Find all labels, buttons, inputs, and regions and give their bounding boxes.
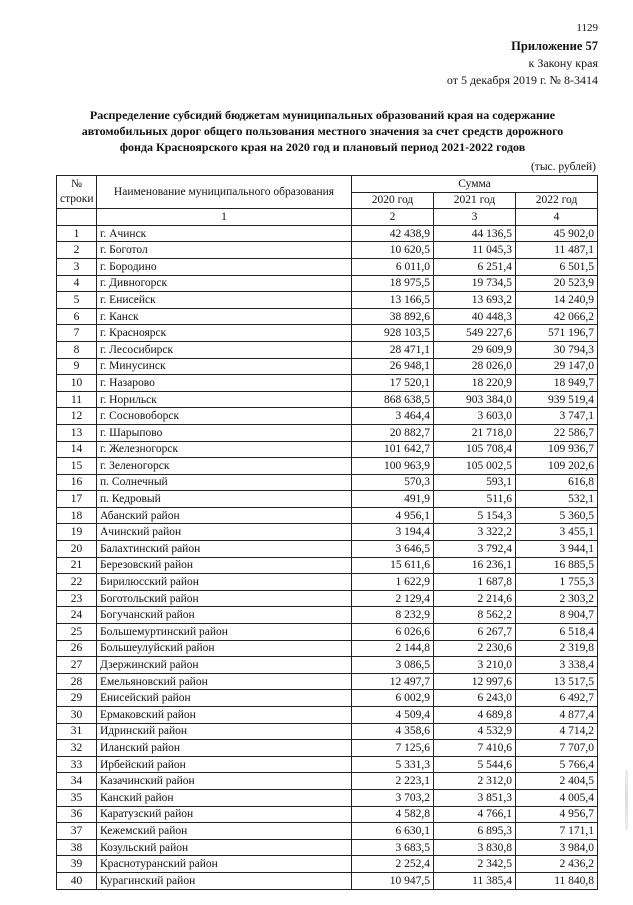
value-2021-cell: 105 708,4 [434, 441, 516, 458]
table-row [57, 424, 598, 441]
value-2022-cell: 30 794,3 [516, 341, 598, 358]
row-number-cell: 28 [57, 673, 97, 690]
value-2022-cell: 109 936,7 [516, 441, 598, 458]
value-2021-cell: 18 220,9 [434, 375, 516, 392]
municipality-cell: г. Зеленогорск [97, 458, 352, 475]
value-2021-cell: 3 830,8 [434, 839, 516, 856]
value-2021-cell: 5 154,3 [434, 507, 516, 524]
value-2021-cell: 105 002,5 [434, 458, 516, 475]
value-2022-cell: 4 005,4 [516, 789, 598, 806]
row-number-cell: 4 [57, 275, 97, 292]
row-number-cell: 27 [57, 657, 97, 674]
row-number-cell: 6 [57, 308, 97, 325]
value-2020-cell: 3 464,4 [352, 408, 434, 425]
value-2021-cell: 6 895,3 [434, 823, 516, 840]
municipality-cell: Березовский район [97, 557, 352, 574]
table-row [57, 292, 598, 309]
municipality-cell: Большеулуйский район [97, 640, 352, 657]
value-2022-cell: 14 240,9 [516, 292, 598, 309]
value-2020-cell: 2 129,4 [352, 590, 434, 607]
value-2021-cell: 13 693,2 [434, 292, 516, 309]
table-index-row [57, 209, 598, 226]
row-number-cell: 9 [57, 358, 97, 375]
value-2021-cell: 4 766,1 [434, 806, 516, 823]
row-number-cell: 37 [57, 823, 97, 840]
table-row [57, 823, 598, 840]
value-2022-cell: 18 949,7 [516, 375, 598, 392]
value-2020-cell: 3 086,5 [352, 657, 434, 674]
value-2020-cell: 18 975,5 [352, 275, 434, 292]
value-2022-cell: 22 586,7 [516, 424, 598, 441]
municipality-cell: Боготольский район [97, 590, 352, 607]
value-2022-cell: 8 904,7 [516, 607, 598, 624]
scan-artifact [625, 770, 628, 830]
value-2022-cell: 7 171,1 [516, 823, 598, 840]
value-2021-cell: 4 689,8 [434, 707, 516, 724]
municipality-cell: Иланский район [97, 740, 352, 757]
value-2022-cell: 2 319,8 [516, 640, 598, 657]
value-2021-cell: 2 230,6 [434, 640, 516, 657]
table-row [57, 740, 598, 757]
municipality-cell: п. Солнечный [97, 474, 352, 491]
value-2022-cell: 29 147,0 [516, 358, 598, 375]
value-2021-cell: 21 718,0 [434, 424, 516, 441]
table-row [57, 341, 598, 358]
table-row [57, 657, 598, 674]
value-2022-cell: 3 338,4 [516, 657, 598, 674]
row-number-cell: 5 [57, 292, 97, 309]
value-2020-cell: 17 520,1 [352, 375, 434, 392]
value-2021-cell: 19 734,5 [434, 275, 516, 292]
row-number-cell: 8 [57, 341, 97, 358]
row-number-cell: 25 [57, 624, 97, 641]
value-2021-cell: 2 342,5 [434, 856, 516, 873]
header-2021: 2021 год [434, 192, 516, 209]
value-2021-cell: 29 609,9 [434, 341, 516, 358]
value-2020-cell: 7 125,6 [352, 740, 434, 757]
value-2021-cell: 7 410,6 [434, 740, 516, 757]
value-2022-cell: 20 523,9 [516, 275, 598, 292]
table-row [57, 541, 598, 558]
law-reference: к Закону края [528, 56, 598, 70]
value-2021-cell: 2 214,6 [434, 590, 516, 607]
municipality-cell: Енисейский район [97, 690, 352, 707]
row-number-cell: 34 [57, 773, 97, 790]
municipality-cell: Краснотуранский район [97, 856, 352, 873]
value-2022-cell: 7 707,0 [516, 740, 598, 757]
municipality-cell: Богучанский район [97, 607, 352, 624]
value-2020-cell: 491,9 [352, 491, 434, 508]
row-number-cell: 40 [57, 872, 97, 889]
value-2020-cell: 6 011,0 [352, 258, 434, 275]
row-number-cell: 22 [57, 574, 97, 591]
value-2020-cell: 101 642,7 [352, 441, 434, 458]
table-row [57, 574, 598, 591]
value-2022-cell: 571 196,7 [516, 325, 598, 342]
table-row [57, 441, 598, 458]
table-row [57, 723, 598, 740]
value-2022-cell: 6 518,4 [516, 624, 598, 641]
value-2021-cell: 12 997,6 [434, 673, 516, 690]
value-2022-cell: 939 519,4 [516, 391, 598, 408]
municipality-cell: Курагинский район [97, 872, 352, 889]
table-body [57, 225, 598, 889]
municipality-cell: Кежемский район [97, 823, 352, 840]
header-municipality: Наименование муниципального образования [97, 176, 352, 209]
municipality-cell: Казачинский район [97, 773, 352, 790]
row-number-cell: 38 [57, 839, 97, 856]
table-header-row [57, 176, 598, 193]
value-2020-cell: 4 582,8 [352, 806, 434, 823]
municipality-cell: Емельяновский район [97, 673, 352, 690]
value-2020-cell: 1 622,9 [352, 574, 434, 591]
header-sum: Сумма [352, 176, 598, 193]
value-2020-cell: 15 611,6 [352, 557, 434, 574]
value-2022-cell: 2 436,2 [516, 856, 598, 873]
table-row [57, 507, 598, 524]
row-number-cell: 35 [57, 789, 97, 806]
value-2021-cell: 3 210,0 [434, 657, 516, 674]
municipality-cell: п. Кедровый [97, 491, 352, 508]
value-2022-cell: 4 956,7 [516, 806, 598, 823]
row-number-cell: 36 [57, 806, 97, 823]
value-2020-cell: 4 956,1 [352, 507, 434, 524]
title-line-3: фонда Красноярского края на 2020 год и плановый период 2021-2022 годов [119, 140, 526, 154]
value-2022-cell: 6 501,5 [516, 258, 598, 275]
value-2020-cell: 2 144,8 [352, 640, 434, 657]
value-2022-cell: 1 755,3 [516, 574, 598, 591]
value-2022-cell: 11 487,1 [516, 242, 598, 259]
value-2020-cell: 4 358,6 [352, 723, 434, 740]
municipality-cell: г. Сосновоборск [97, 408, 352, 425]
municipality-cell: Дзержинский район [97, 657, 352, 674]
table-row [57, 806, 598, 823]
table-row [57, 872, 598, 889]
value-2021-cell: 28 026,0 [434, 358, 516, 375]
table-row [57, 358, 598, 375]
row-number-cell: 15 [57, 458, 97, 475]
municipality-cell: Абанский район [97, 507, 352, 524]
value-2022-cell: 3 984,0 [516, 839, 598, 856]
municipality-cell: Ермаковский район [97, 707, 352, 724]
row-number-cell: 20 [57, 541, 97, 558]
value-2021-cell: 8 562,2 [434, 607, 516, 624]
row-number-cell: 31 [57, 723, 97, 740]
value-2022-cell: 3 455,1 [516, 524, 598, 541]
table-row [57, 624, 598, 641]
table-row [57, 524, 598, 541]
value-2022-cell: 4 877,4 [516, 707, 598, 724]
table-row [57, 673, 598, 690]
municipality-cell: г. Норильск [97, 391, 352, 408]
table-row [57, 707, 598, 724]
municipality-cell: г. Шарыпово [97, 424, 352, 441]
title-line-1: Распределение субсидий бюджетам муниципальных образований края на содержание [89, 108, 556, 122]
value-2020-cell: 2 252,4 [352, 856, 434, 873]
table-row [57, 474, 598, 491]
index-cell: 4 [516, 209, 598, 226]
row-number-cell: 11 [57, 391, 97, 408]
table-row [57, 391, 598, 408]
value-2021-cell: 3 322,2 [434, 524, 516, 541]
value-2022-cell: 6 492,7 [516, 690, 598, 707]
municipality-cell: г. Бородино [97, 258, 352, 275]
value-2020-cell: 6 002,9 [352, 690, 434, 707]
table-row [57, 773, 598, 790]
value-2020-cell: 26 948,1 [352, 358, 434, 375]
row-number-cell: 23 [57, 590, 97, 607]
row-number-cell: 12 [57, 408, 97, 425]
value-2020-cell: 10 620,5 [352, 242, 434, 259]
value-2021-cell: 593,1 [434, 474, 516, 491]
index-cell [57, 209, 97, 226]
value-2020-cell: 28 471,1 [352, 341, 434, 358]
municipality-cell: Балахтинский район [97, 541, 352, 558]
value-2020-cell: 100 963,9 [352, 458, 434, 475]
value-2020-cell: 3 194,4 [352, 524, 434, 541]
table-row [57, 275, 598, 292]
value-2020-cell: 12 497,7 [352, 673, 434, 690]
municipality-cell: г. Лесосибирск [97, 341, 352, 358]
value-2022-cell: 3 747,1 [516, 408, 598, 425]
municipality-cell: Большемуртинский район [97, 624, 352, 641]
table-row [57, 590, 598, 607]
value-2020-cell: 2 223,1 [352, 773, 434, 790]
value-2020-cell: 3 683,5 [352, 839, 434, 856]
value-2020-cell: 3 646,5 [352, 541, 434, 558]
municipality-cell: Ачинский район [97, 524, 352, 541]
value-2021-cell: 549 227,6 [434, 325, 516, 342]
value-2021-cell: 40 448,3 [434, 308, 516, 325]
table-row [57, 756, 598, 773]
value-2021-cell: 3 851,3 [434, 789, 516, 806]
table-row [57, 839, 598, 856]
value-2022-cell: 4 714,2 [516, 723, 598, 740]
value-2021-cell: 903 384,0 [434, 391, 516, 408]
row-number-cell: 2 [57, 242, 97, 259]
value-2021-cell: 4 532,9 [434, 723, 516, 740]
row-number-cell: 17 [57, 491, 97, 508]
value-2020-cell: 928 103,5 [352, 325, 434, 342]
row-number-cell: 32 [57, 740, 97, 757]
value-2022-cell: 45 902,0 [516, 225, 598, 242]
municipality-cell: г. Минусинск [97, 358, 352, 375]
municipality-cell: г. Канск [97, 308, 352, 325]
table-row [57, 607, 598, 624]
value-2021-cell: 3 792,4 [434, 541, 516, 558]
value-2022-cell: 42 066,2 [516, 308, 598, 325]
table-row [57, 225, 598, 242]
table-row [57, 325, 598, 342]
municipality-cell: г. Дивногорск [97, 275, 352, 292]
row-number-cell: 13 [57, 424, 97, 441]
value-2022-cell: 5 360,5 [516, 507, 598, 524]
header-2020: 2020 год [352, 192, 434, 209]
row-number-cell: 18 [57, 507, 97, 524]
value-2021-cell: 6 267,7 [434, 624, 516, 641]
municipality-cell: Козульский район [97, 839, 352, 856]
table-row [57, 258, 598, 275]
municipality-cell: Идринский район [97, 723, 352, 740]
row-number-cell: 26 [57, 640, 97, 657]
value-2022-cell: 2 303,2 [516, 590, 598, 607]
table-row [57, 458, 598, 475]
table-row [57, 856, 598, 873]
row-number-cell: 29 [57, 690, 97, 707]
value-2021-cell: 3 603,0 [434, 408, 516, 425]
value-2021-cell: 1 687,8 [434, 574, 516, 591]
value-2020-cell: 4 509,4 [352, 707, 434, 724]
table-row [57, 557, 598, 574]
value-2022-cell: 16 885,5 [516, 557, 598, 574]
municipality-cell: г. Железногорск [97, 441, 352, 458]
table-row [57, 375, 598, 392]
value-2021-cell: 11 385,4 [434, 872, 516, 889]
value-2020-cell: 5 331,3 [352, 756, 434, 773]
row-number-cell: 30 [57, 707, 97, 724]
table-row [57, 408, 598, 425]
value-2020-cell: 13 166,5 [352, 292, 434, 309]
value-2022-cell: 13 517,5 [516, 673, 598, 690]
table-row [57, 690, 598, 707]
row-number-cell: 14 [57, 441, 97, 458]
value-2020-cell: 8 232,9 [352, 607, 434, 624]
value-2020-cell: 42 438,9 [352, 225, 434, 242]
value-2020-cell: 868 638,5 [352, 391, 434, 408]
value-2022-cell: 616,8 [516, 474, 598, 491]
value-2020-cell: 3 703,2 [352, 789, 434, 806]
value-2020-cell: 6 630,1 [352, 823, 434, 840]
municipality-cell: г. Красноярск [97, 325, 352, 342]
municipality-cell: г. Ачинск [97, 225, 352, 242]
document-title [50, 107, 595, 155]
page-number: 1129 [576, 22, 598, 34]
value-2021-cell: 11 045,3 [434, 242, 516, 259]
law-date: от 5 декабря 2019 г. № 8-3414 [446, 73, 598, 87]
index-cell: 1 [97, 209, 352, 226]
municipality-cell: Бирилюсский район [97, 574, 352, 591]
municipality-cell: Канский район [97, 789, 352, 806]
value-2022-cell: 109 202,6 [516, 458, 598, 475]
value-2021-cell: 44 136,5 [434, 225, 516, 242]
header-row-number: № строки [57, 176, 97, 209]
row-number-cell: 1 [57, 225, 97, 242]
row-number-cell: 24 [57, 607, 97, 624]
row-number-cell: 33 [57, 756, 97, 773]
units-label: (тыс. рублей) [530, 161, 596, 173]
table-row [57, 491, 598, 508]
value-2021-cell: 2 312,0 [434, 773, 516, 790]
value-2020-cell: 6 026,6 [352, 624, 434, 641]
municipality-cell: Каратузский район [97, 806, 352, 823]
index-cell: 2 [352, 209, 434, 226]
table-row [57, 308, 598, 325]
municipality-cell: г. Назарово [97, 375, 352, 392]
row-number-cell: 7 [57, 325, 97, 342]
row-number-cell: 19 [57, 524, 97, 541]
value-2020-cell: 10 947,5 [352, 872, 434, 889]
value-2020-cell: 38 892,6 [352, 308, 434, 325]
table-row [57, 789, 598, 806]
value-2022-cell: 3 944,1 [516, 541, 598, 558]
value-2022-cell: 11 840,8 [516, 872, 598, 889]
table-row [57, 640, 598, 657]
value-2022-cell: 532,1 [516, 491, 598, 508]
row-number-cell: 3 [57, 258, 97, 275]
index-cell: 3 [434, 209, 516, 226]
municipality-cell: г. Боготол [97, 242, 352, 259]
row-number-cell: 39 [57, 856, 97, 873]
header-2022: 2022 год [516, 192, 598, 209]
value-2021-cell: 6 243,0 [434, 690, 516, 707]
value-2021-cell: 6 251,4 [434, 258, 516, 275]
title-line-2: автомобильных дорог общего пользования местного значения за счет средств дорожного [81, 124, 564, 138]
value-2022-cell: 5 766,4 [516, 756, 598, 773]
row-number-cell: 10 [57, 375, 97, 392]
value-2022-cell: 2 404,5 [516, 773, 598, 790]
value-2020-cell: 570,3 [352, 474, 434, 491]
row-number-cell: 21 [57, 557, 97, 574]
municipality-cell: г. Енисейск [97, 292, 352, 309]
appendix-label: Приложение 57 [511, 39, 598, 53]
municipality-cell: Ирбейский район [97, 756, 352, 773]
subsidy-table [56, 175, 598, 890]
value-2021-cell: 5 544,6 [434, 756, 516, 773]
value-2021-cell: 16 236,1 [434, 557, 516, 574]
value-2020-cell: 20 882,7 [352, 424, 434, 441]
table-row [57, 242, 598, 259]
row-number-cell: 16 [57, 474, 97, 491]
value-2021-cell: 511,6 [434, 491, 516, 508]
